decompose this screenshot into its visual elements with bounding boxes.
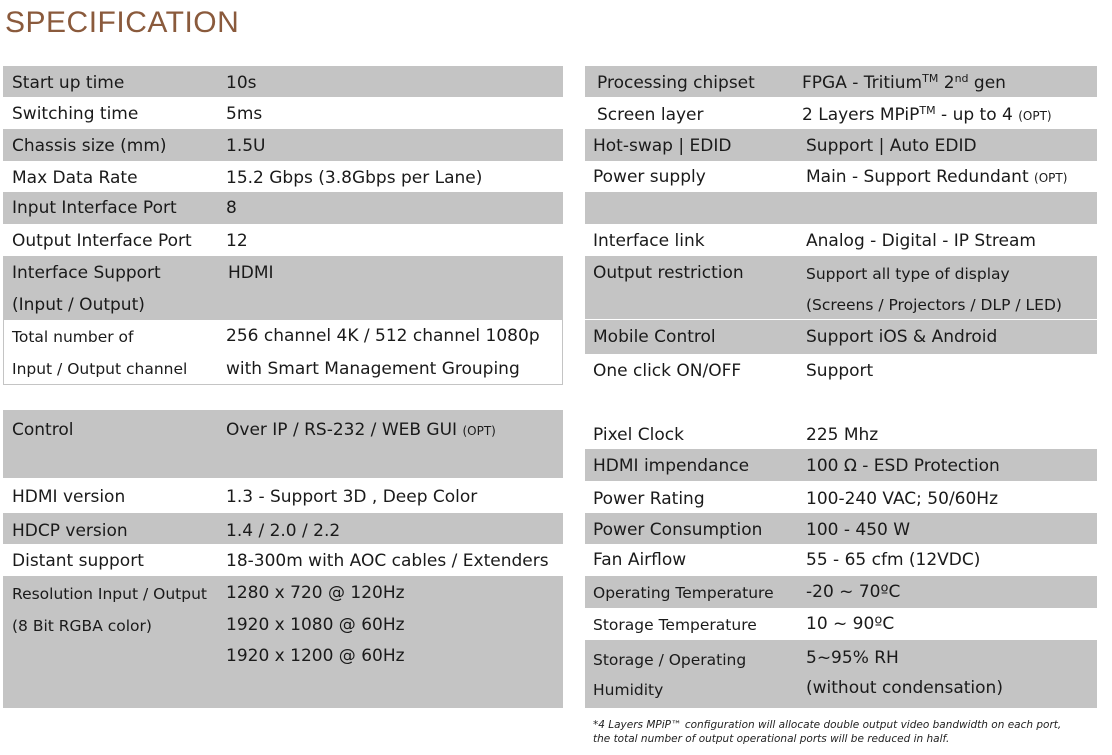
spec-value: Support all type of display <box>806 265 1010 283</box>
spec-label: HDMI impendance <box>593 456 750 476</box>
spec-label: HDMI version <box>12 487 126 507</box>
spec-value: Support | Auto EDID <box>806 136 977 156</box>
spec-row <box>585 320 1097 354</box>
footnote-line: *4 Layers MPiP™ configuration will allocate double output video bandwidth on each port, <box>593 719 1062 731</box>
spec-row <box>585 66 1097 97</box>
spec-row <box>585 354 1097 388</box>
footnote-line: the total number of output operational ports will be reduced in half. <box>593 733 950 745</box>
spec-value: (without condensation) <box>806 678 1003 698</box>
spec-row <box>585 576 1097 608</box>
spec-row <box>585 129 1097 161</box>
spec-label: Mobile Control <box>593 327 716 347</box>
spec-value: 100 - 450 W <box>806 520 911 540</box>
spec-value: 10 ~ 90ºC <box>806 614 895 634</box>
spec-row <box>3 66 563 97</box>
spec-label: Input Interface Port <box>12 198 177 218</box>
spec-label: Pixel Clock <box>593 425 684 445</box>
spec-value: 1920 x 1200 @ 60Hz <box>226 646 405 666</box>
spec-value: 1.4 / 2.0 / 2.2 <box>226 521 341 541</box>
spec-row <box>3 478 563 513</box>
footnote <box>593 718 1061 746</box>
spec-label: Chassis size (mm) <box>12 136 167 156</box>
spec-label: Power supply <box>593 167 706 187</box>
spec-value: -20 ~ 70ºC <box>806 582 901 602</box>
spec-row <box>585 418 1097 449</box>
spec-value: 1.5U <box>226 136 266 156</box>
left-spec-table-1 <box>3 66 563 385</box>
spec-label: Storage / Operating <box>593 651 747 669</box>
spec-row <box>3 544 563 576</box>
spec-row <box>585 161 1097 192</box>
spec-value: 225 Mhz <box>806 425 879 445</box>
spec-label: Hot-swap | EDID <box>593 136 732 156</box>
spec-row <box>585 224 1097 256</box>
spec-value: 12 <box>226 231 248 251</box>
spec-label: Max Data Rate <box>12 168 138 188</box>
spec-row <box>585 97 1097 129</box>
spec-row <box>3 97 563 129</box>
spec-row <box>585 481 1097 513</box>
spec-value: 2 Layers MPiP™ - up to 4 (OPT) <box>802 104 1052 125</box>
spec-value: 18-300m with AOC cables / Extenders <box>226 551 549 571</box>
spec-label: Resolution Input / Output <box>12 585 207 603</box>
spec-label: Interface link <box>593 231 705 251</box>
spec-value: with Smart Management Grouping <box>226 359 520 379</box>
spec-row <box>3 161 563 192</box>
spec-label: Output Interface Port <box>12 231 192 251</box>
spec-value: 256 channel 4K / 512 channel 1080p <box>226 326 540 346</box>
page-title: SPECIFICATION <box>5 6 240 39</box>
spec-label: Fan Airflow <box>593 550 687 570</box>
spec-label: Total number of <box>12 328 134 346</box>
spec-row <box>3 192 563 224</box>
spec-label: Distant support <box>12 551 144 571</box>
spec-row <box>3 513 563 544</box>
spec-label: Switching time <box>12 104 139 124</box>
spec-value: 100-240 VAC; 50/60Hz <box>806 489 999 509</box>
spec-label: Operating Temperature <box>593 584 774 602</box>
spec-label: Storage Temperature <box>593 616 757 634</box>
spec-value: 1280 x 720 @ 120Hz <box>226 583 405 603</box>
spec-label: One click ON/OFF <box>593 361 742 381</box>
spec-value: 10s <box>226 73 257 93</box>
spec-row <box>585 192 1097 224</box>
spec-label: Control <box>12 420 74 440</box>
spec-row <box>3 410 563 478</box>
spec-value: 5ms <box>226 104 263 124</box>
spec-row <box>3 224 563 256</box>
spec-label: Output restriction <box>593 263 744 283</box>
spec-value: Analog - Digital - IP Stream <box>806 231 1036 251</box>
spec-value: 55 - 65 cfm (12VDC) <box>806 550 981 570</box>
spec-label: Power Rating <box>593 489 705 509</box>
spec-row <box>3 256 563 319</box>
spec-value: Support <box>806 361 874 381</box>
spec-row <box>585 449 1097 481</box>
spec-row <box>585 256 1097 319</box>
spec-label: Interface Support <box>12 263 161 283</box>
right-spec-table-1 <box>585 66 1097 388</box>
spec-label: Processing chipset <box>597 73 755 93</box>
spec-label: Power Consumption <box>593 520 763 540</box>
spec-value: 15.2 Gbps (3.8Gbps per Lane) <box>226 168 483 188</box>
left-spec-table-2 <box>3 410 563 708</box>
spec-row <box>585 513 1097 544</box>
spec-row <box>585 544 1097 576</box>
spec-label: (8 Bit RGBA color) <box>12 617 152 635</box>
spec-value: HDMI <box>228 263 274 283</box>
right-spec-table-2 <box>585 418 1097 708</box>
spec-label: Input / Output channel <box>12 360 188 378</box>
spec-label: Screen layer <box>597 105 704 125</box>
spec-value: 1.3 - Support 3D , Deep Color <box>226 487 478 507</box>
spec-label: HDCP version <box>12 521 128 541</box>
spec-value: (Screens / Projectors / DLP / LED) <box>806 296 1062 314</box>
spec-label: Start up time <box>12 73 125 93</box>
spec-row <box>3 576 563 708</box>
spec-row <box>3 319 563 385</box>
spec-value: Support iOS & Android <box>806 327 998 347</box>
spec-value: 5~95% RH <box>806 648 899 668</box>
spec-value: 1920 x 1080 @ 60Hz <box>226 615 405 635</box>
spec-value: 100 Ω - ESD Protection <box>806 456 1000 476</box>
spec-label: (Input / Output) <box>12 295 145 315</box>
spec-row <box>585 640 1097 708</box>
spec-value: Main - Support Redundant (OPT) <box>806 167 1068 187</box>
spec-row <box>585 608 1097 640</box>
spec-value: Over IP / RS-232 / WEB GUI (OPT) <box>226 420 496 440</box>
spec-row <box>3 129 563 161</box>
spec-label: Humidity <box>593 681 664 699</box>
spec-value: 8 <box>226 198 237 218</box>
spec-value: FPGA - Tritium™ 2nd gen <box>802 72 1006 93</box>
